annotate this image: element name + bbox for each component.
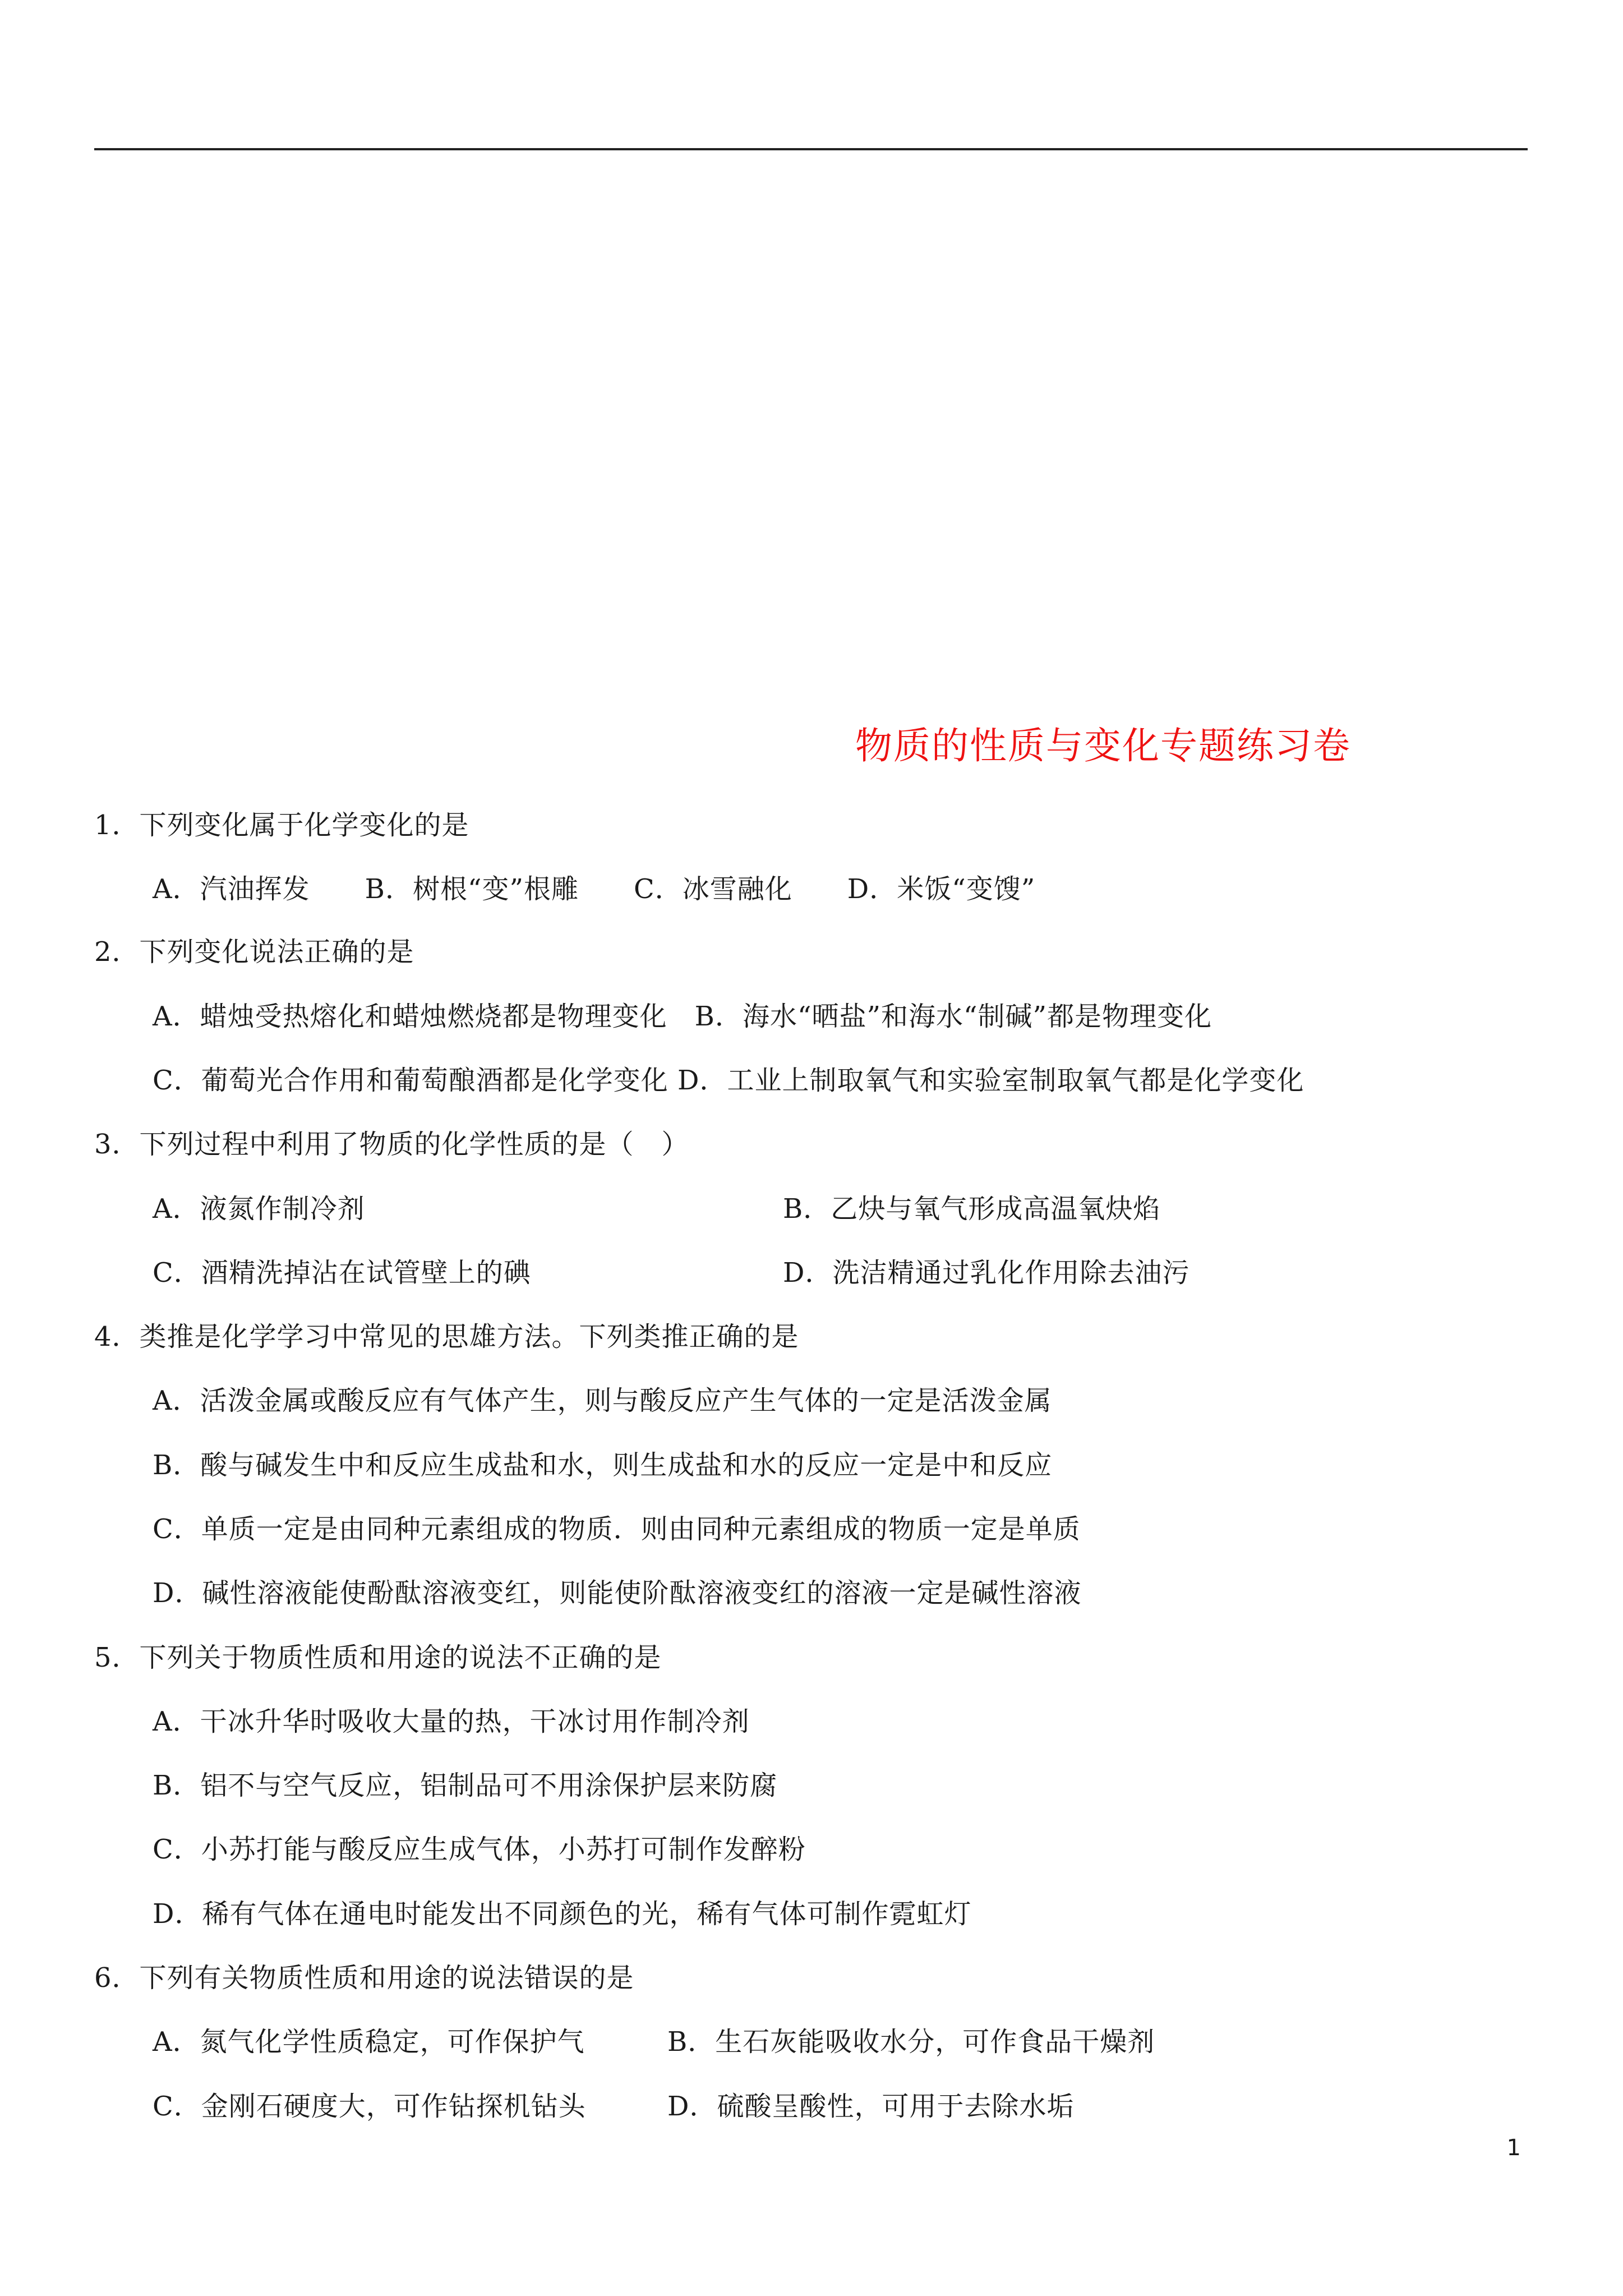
question-5-stem: 5．下列关于物质性质和用途的说法不正确的是 <box>94 1642 662 1673</box>
page-number: 1 <box>1506 2135 1521 2161</box>
question-6-option-d: D．硫酸呈酸性，可用于去除水垢 <box>667 2091 1075 2122</box>
question-6-option-a: A．氮气化学性质稳定，可作保护气 <box>153 2026 585 2058</box>
question-3-option-c: C．酒精洗掉沾在试管壁上的碘 <box>153 1257 531 1289</box>
question-2-stem: 2．下列变化说法正确的是 <box>94 936 414 968</box>
header-rule <box>94 148 1528 150</box>
question-4-stem: 4．类推是化学学习中常见的思雄方法。下列类推正确的是 <box>94 1321 799 1352</box>
question-5-option-d: D．稀有气体在通电时能发出不同颜色的光，稀有气体可制作霓虹灯 <box>153 1898 972 1930</box>
question-1-stem: 1．下列变化属于化学变化的是 <box>94 809 469 841</box>
question-4-option-a: A．活泼金属或酸反应有气体产生，则与酸反应产生气体的一定是活泼金属 <box>153 1385 1052 1416</box>
question-5-option-c: C．小苏打能与酸反应生成气体，小苏打可制作发醉粉 <box>153 1834 806 1865</box>
question-5-option-a: A．干冰升华时吸收大量的热，干冰讨用作制冷剂 <box>153 1706 750 1737</box>
question-6-option-c: C．金刚石硬度大，可作钻探机钻头 <box>153 2091 586 2122</box>
question-4-option-c: C．单质一定是由同种元素组成的物质．则由同种元素组成的物质一定是单质 <box>153 1513 1081 1545</box>
question-2-option-cd: C．葡萄光合作用和葡萄酿酒都是化学变化 D．工业上制取氧气和实验室制取氧气都是化学变化 <box>153 1065 1304 1096</box>
question-4-option-b: B．酸与碱发生中和反应生成盐和水，则生成盐和水的反应一定是中和反应 <box>153 1450 1053 1481</box>
page-title: 物质的性质与变化专题练习卷 <box>855 724 1351 767</box>
question-4-option-d: D．碱性溶液能使酚酞溶液变红，则能使阶酞溶液变红的溶液一定是碱性溶液 <box>153 1577 1082 1609</box>
question-6-option-b: B．生石灰能吸收水分，可作食品干燥剂 <box>667 2026 1155 2058</box>
question-3-option-d: D．洗洁精通过乳化作用除去油污 <box>783 1257 1190 1289</box>
question-3-option-a: A．液氮作制冷剂 <box>153 1193 365 1225</box>
question-1-options: A．汽油挥发 B．树根“变”根雕 C．冰雪融化 D．米饭“变馊” <box>153 873 1036 905</box>
question-3-option-b: B．乙炔与氧气形成高温氧炔焰 <box>783 1193 1161 1225</box>
question-3-stem: 3．下列过程中利用了物质的化学性质的是（ ） <box>94 1129 689 1160</box>
question-2-option-ab: A．蜡烛受热熔化和蜡烛燃烧都是物理变化 B．海水“晒盐”和海水“制碱”都是物理变化 <box>153 1001 1212 1032</box>
question-5-option-b: B．铝不与空气反应，铝制品可不用涂保护层来防腐 <box>153 1770 778 1801</box>
question-6-stem: 6．下列有关物质性质和用途的说法错误的是 <box>94 1962 634 1994</box>
